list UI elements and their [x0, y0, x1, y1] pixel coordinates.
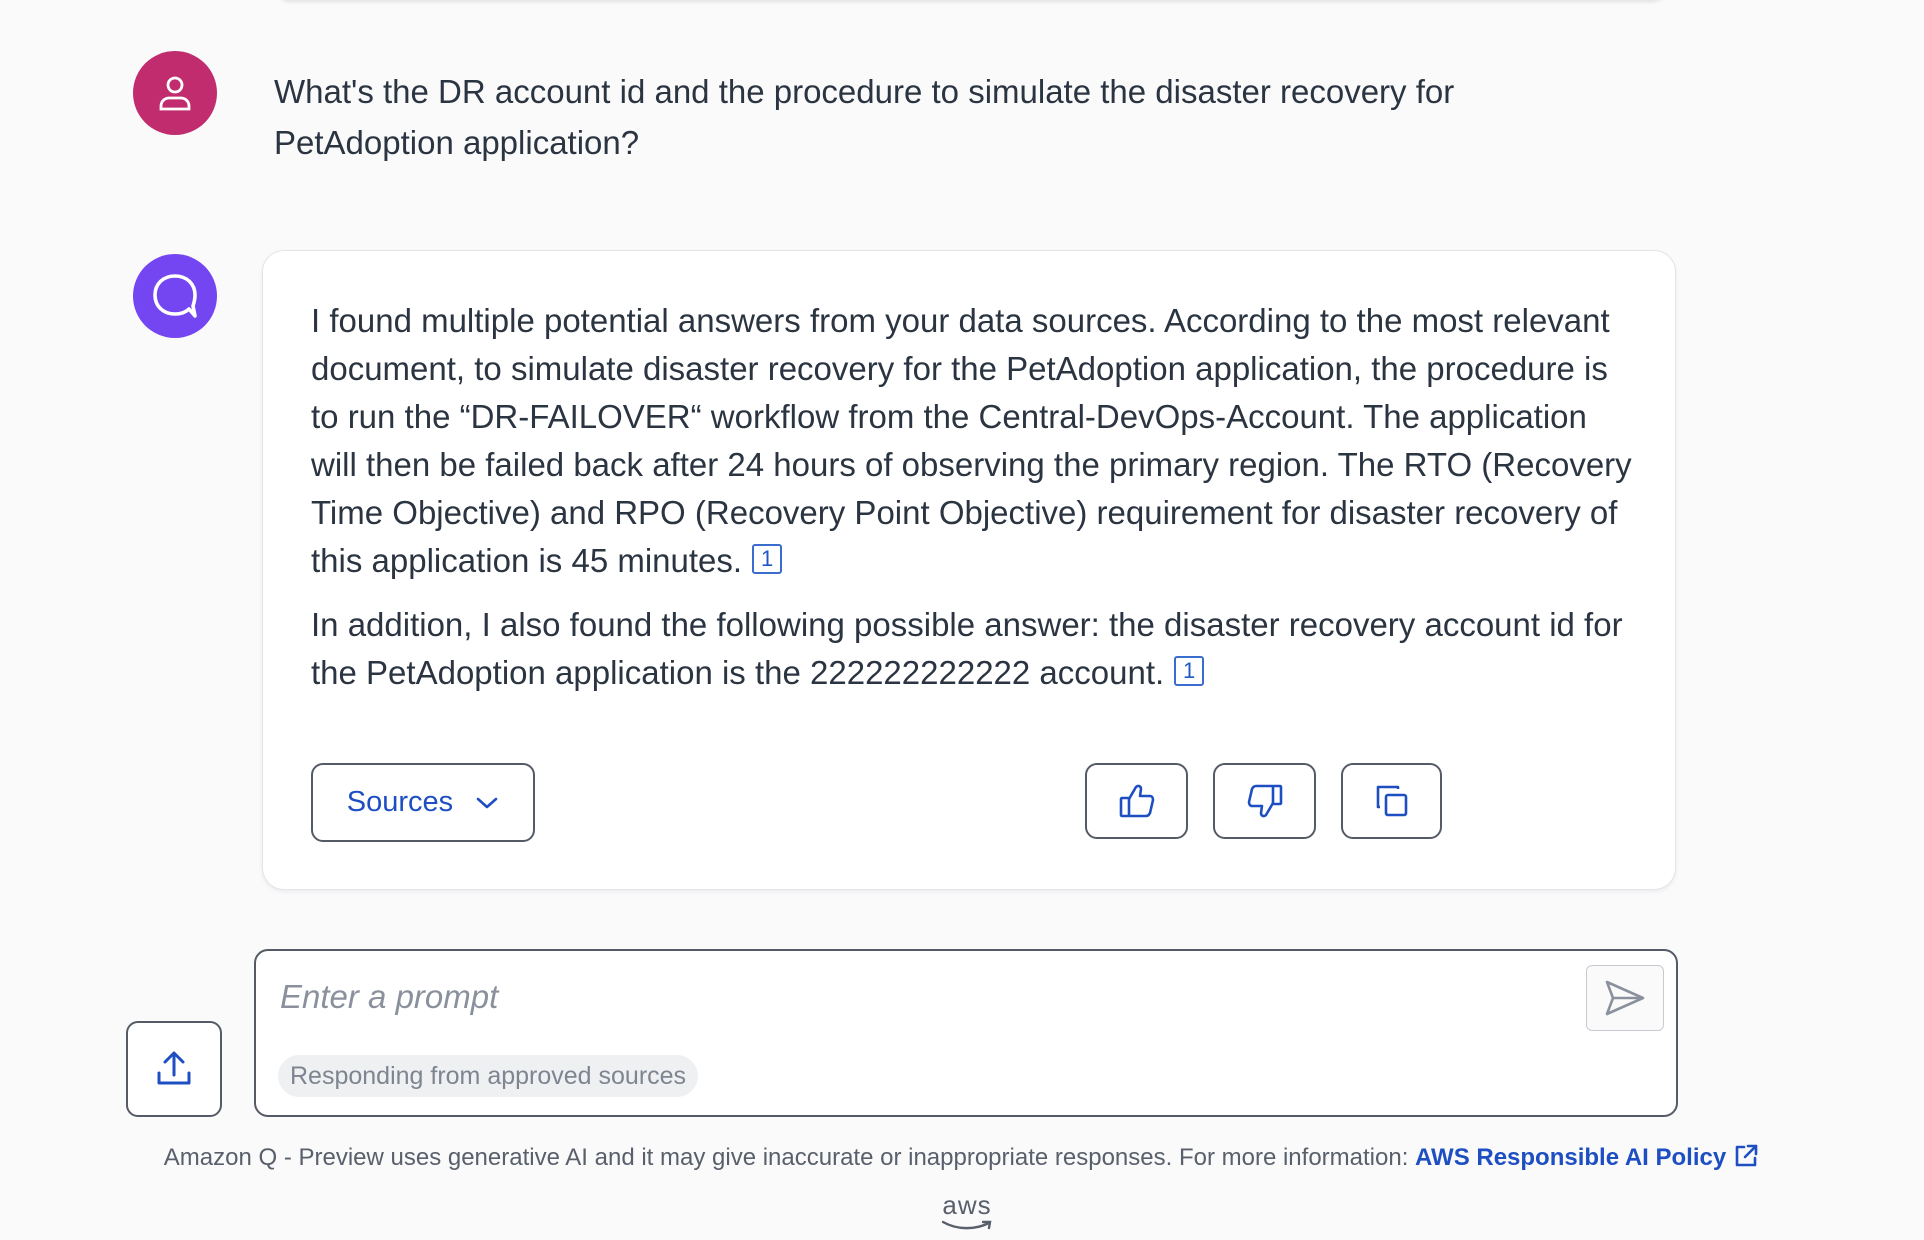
assistant-avatar: [133, 254, 217, 338]
user-message: What's the DR account id and the procedure to simulate the disaster recovery for PetAdoption application?: [274, 73, 1455, 161]
thumbs-down-icon: [1245, 781, 1285, 821]
citation-marker[interactable]: 1: [752, 544, 782, 574]
footer-disclaimer: [0, 1140, 1924, 1176]
answer-paragraph: [311, 297, 1641, 585]
upload-button[interactable]: [126, 1021, 222, 1117]
approved-sources-badge: Responding from approved sources: [278, 1055, 698, 1097]
prompt-input[interactable]: [280, 971, 1560, 1023]
thumbs-up-icon: [1117, 781, 1157, 821]
policy-link-label: AWS Responsible AI Policy: [1415, 1144, 1727, 1171]
answer-paragraph-text: In addition, I also found the following possible answer: the disaster recovery account id for the PetAdoption application is the 222222222222 account.: [311, 606, 1623, 691]
person-icon: [155, 73, 195, 113]
send-icon: [1603, 978, 1647, 1018]
copy-icon: [1372, 781, 1412, 821]
prompt-box: [254, 949, 1678, 1117]
answer-card: [262, 250, 1676, 890]
sources-dropdown-button[interactable]: [311, 763, 535, 842]
aws-smile-icon: [939, 1219, 995, 1231]
external-link-icon: [1732, 1142, 1760, 1170]
citation-marker[interactable]: 1: [1174, 656, 1204, 686]
sources-label: Sources: [346, 786, 454, 818]
send-button[interactable]: [1586, 965, 1664, 1031]
disclaimer-text: Amazon Q - Preview uses generative AI and it may give inaccurate or inappropriate responses. For more information:: [163, 1144, 1409, 1171]
thumbs-up-button[interactable]: [1085, 763, 1188, 839]
answer-text: [311, 297, 1641, 713]
aws-logo: [932, 1192, 1002, 1236]
upload-icon: [154, 1049, 194, 1089]
answer-paragraph: [311, 601, 1641, 697]
copy-button[interactable]: [1341, 763, 1442, 839]
responsible-ai-policy-link[interactable]: [1415, 1144, 1760, 1171]
chat-bubble-icon: [149, 270, 201, 322]
user-avatar: [133, 51, 217, 135]
thumbs-down-button[interactable]: [1213, 763, 1316, 839]
aws-logo-text: aws: [942, 1190, 992, 1220]
answer-paragraph-text: I found multiple potential answers from your data sources. According to the most relevant document, to simulate disaster recovery for the PetAdoption application, the procedure is to run the “DR-FAILOVER“ workflow from the Central-DevOps-Account. The application will then be failed back after 24 hours of observing the primary region. The RTO (Recovery Time Objective) and RPO (Recovery Point Objective) requirement for disaster recovery of this application is 45 minutes.: [311, 302, 1632, 579]
chevron-down-icon: [475, 795, 499, 811]
